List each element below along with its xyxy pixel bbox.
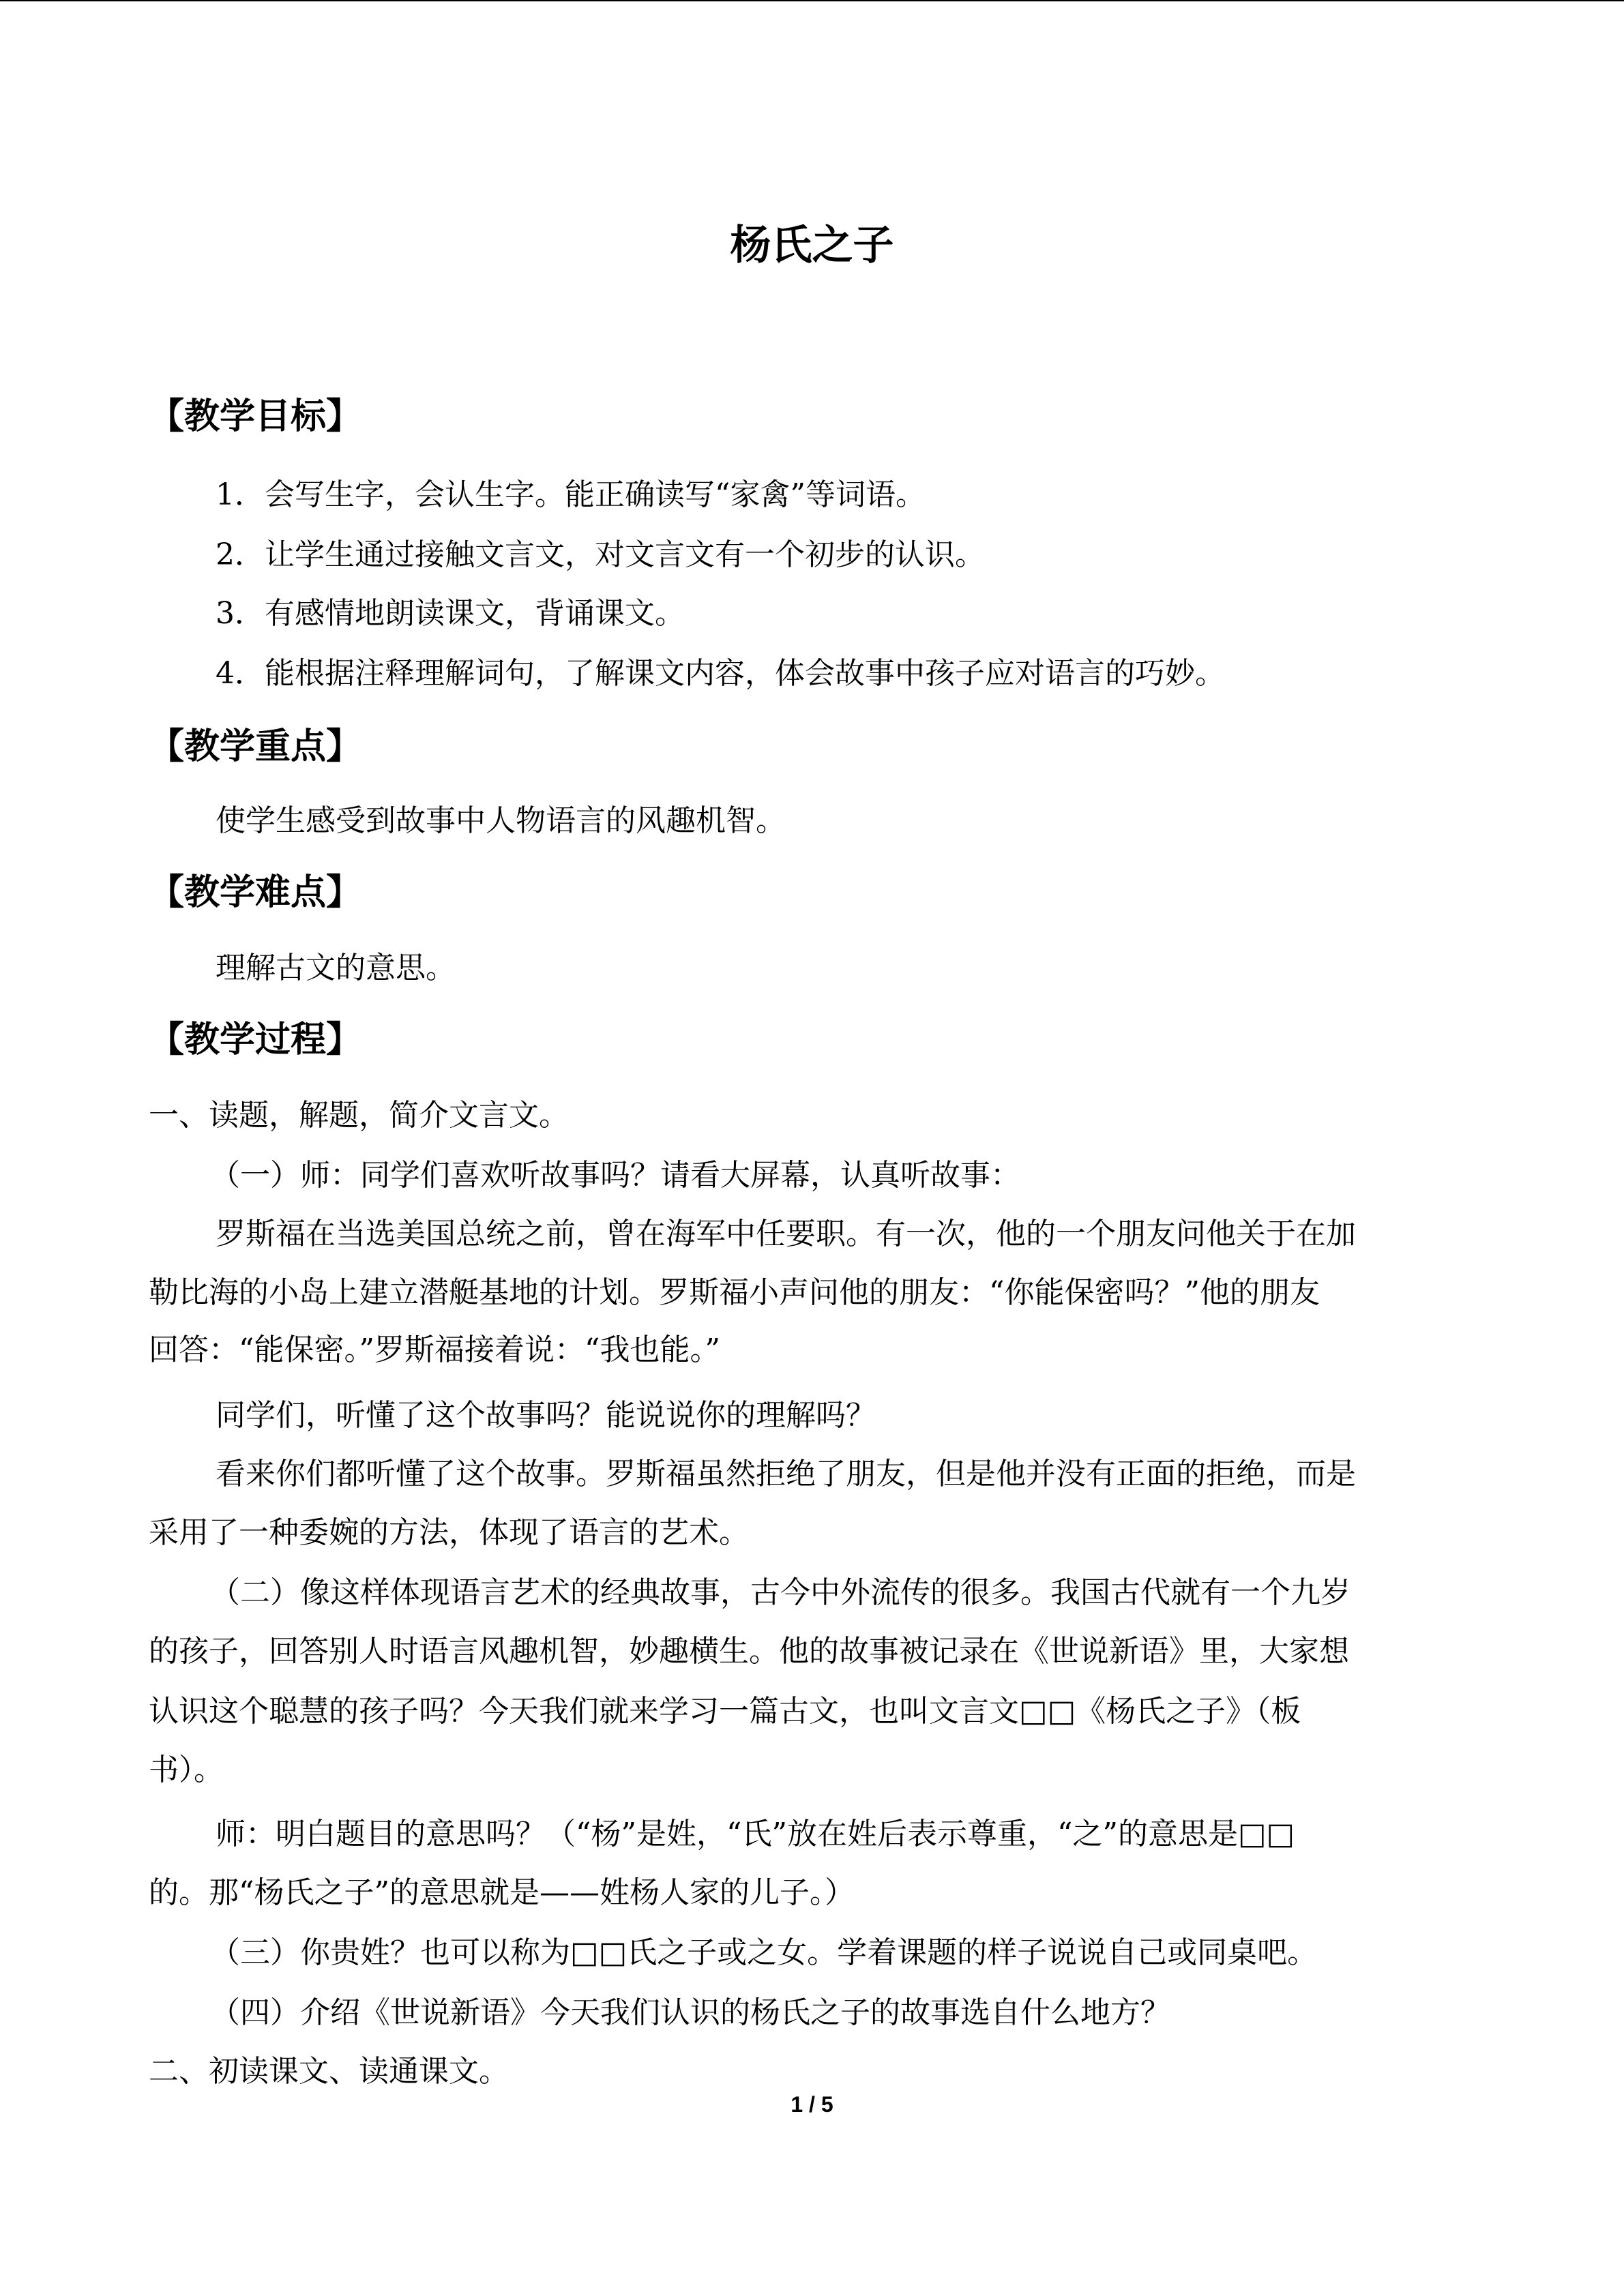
process-step-2-title: 二、初读课文、读通课文。	[149, 2054, 509, 2089]
top-border-line	[0, 0, 1624, 1]
key-points-text: 使学生感受到故事中人物语言的风趣机智。	[216, 803, 786, 838]
process-paragraph: 勒比海的小岛上建立潜艇基地的计划。罗斯福小声问他的朋友：“你能保密吗？”他的朋友	[149, 1275, 1320, 1310]
key-points-heading: 【教学重点】	[149, 726, 362, 767]
difficulties-text: 理解古文的意思。	[216, 951, 456, 985]
process-paragraph: 的孩子，回答别人时语言风趣机智，妙趣横生。他的故事被记录在《世说新语》里，大家想	[149, 1634, 1349, 1669]
process-paragraph: 看来你们都听懂了这个故事。罗斯福虽然拒绝了朋友，但是他并没有正面的拒绝，而是	[216, 1457, 1356, 1491]
process-paragraph: 同学们，听懂了这个故事吗？能说说你的理解吗？	[216, 1398, 876, 1433]
process-paragraph: （一）师：同学们喜欢听故事吗？请看大屏幕，认真听故事：	[210, 1158, 1020, 1193]
process-paragraph: 书）。	[149, 1753, 224, 1787]
process-paragraph: 认识这个聪慧的孩子吗？今天我们就来学习一篇古文，也叫文言文□□《杨氏之子》（板	[149, 1694, 1301, 1729]
process-paragraph: （四）介绍《世说新语》今天我们认识的杨氏之子的故事选自什么地方？	[210, 1995, 1170, 2030]
process-paragraph: （三）你贵姓？也可以称为□□氏之子或之女。学着课题的样子说说自己或同桌吧。	[210, 1935, 1318, 1970]
page-number: 1 / 5	[791, 2092, 833, 2117]
difficulties-heading: 【教学难点】	[149, 872, 362, 913]
objective-item-2: 2．让学生通过接触文言文，对文言文有一个初步的认识。	[216, 537, 985, 572]
process-paragraph: （二）像这样体现语言艺术的经典故事，古今中外流传的很多。我国古代就有一个九岁	[210, 1575, 1350, 1610]
process-paragraph: 的。那“杨氏之子”的意思就是——姓杨人家的儿子。）	[149, 1875, 855, 1910]
page-title: 杨氏之子	[730, 222, 894, 269]
process-heading: 【教学过程】	[149, 1019, 362, 1060]
process-paragraph: 师：明白题目的意思吗？（“杨”是姓，“氏”放在姓后表示尊重，“之”的意思是□□	[216, 1817, 1295, 1851]
process-paragraph: 罗斯福在当选美国总统之前，曾在海军中任要职。有一次，他的一个朋友问他关于在加	[216, 1217, 1356, 1251]
objective-item-1: 1．会写生字，会认生字。能正确读写“家禽”等词语。	[216, 477, 926, 512]
process-step-1-title: 一、读题，解题，简介文言文。	[149, 1098, 569, 1133]
objective-item-3: 3．有感情地朗读课文，背诵课文。	[216, 596, 685, 631]
process-paragraph: 采用了一种委婉的方法，体现了语言的艺术。	[149, 1515, 749, 1550]
objectives-heading: 【教学目标】	[149, 396, 362, 437]
objective-item-4: 4．能根据注释理解词句，了解课文内容，体会故事中孩子应对语言的巧妙。	[216, 656, 1225, 691]
process-paragraph: 回答：“能保密。”罗斯福接着说：“我也能。”	[149, 1332, 720, 1367]
